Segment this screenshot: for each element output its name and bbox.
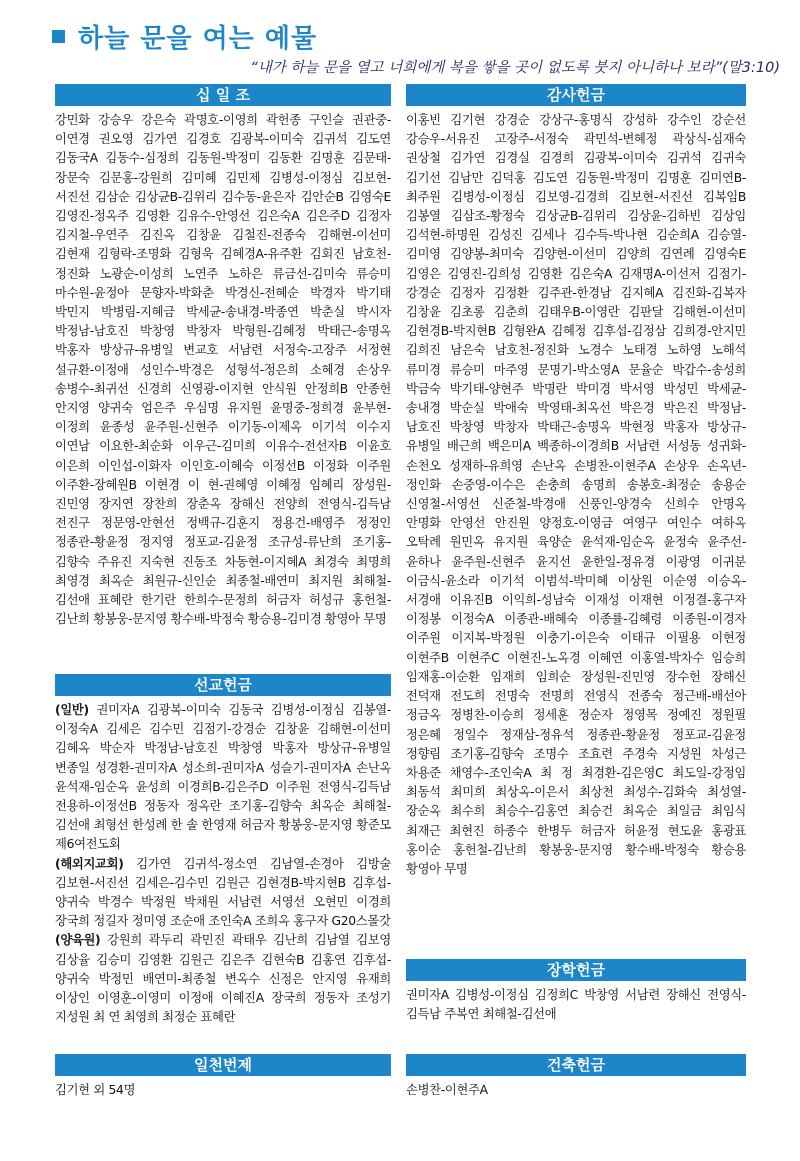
section-heading: 장학헌금	[406, 959, 746, 981]
section-heading: 건축헌금	[406, 1054, 746, 1076]
section-geonchuk	[406, 1054, 746, 1100]
section-heading: 십 일 조	[55, 84, 391, 106]
page-title: 하늘 문을 여는 예물	[78, 24, 318, 54]
donor-list: 손병찬-이현주A	[406, 1083, 488, 1097]
scripture-verse: “내가 하늘 문을 열고 너희에게 복을 쌓을 곳이 없도록 붓지 아니하나 보라”(말3:10)	[250, 60, 780, 76]
donor-list: 이홍빈 김기현 강경순 강상구-홍명식 강성하 강수인 강순선 강승우-서유진 고장주-서정숙 곽민석-변혜정 곽상식-심재숙 권상철 김가연 김경실 김경희 김광복-이미숙 김귀석 김귀숙 김기선 김남만 김덕홍 김도연 김동원-박정미 김명훈 김미연B-최주원 김병성-이정심 김보영-김경희 김보현-서진선 김복임B 김봉열 김삼조-황정숙 김상균B-김위리 김상윤-김하빈 김상임 김석현-하명원 김성진 김세나 김수득-박나현 김순희A 김승열-김미영 김양봉-최미숙 김양현-이선미 김양희 김연례 김영숙E 김영은 김영진-김희성 김영환 김은숙A 김재명A-이선저 김점기-강경순 김정자 김정환 김주관-한경남 김지혜A 김진화-김복자 김창윤 김초롱 김춘희 김태우B-이영란 김판달 김해현-이선미 김현경B-박지현B 김형완A 김혜정 김후섭-김정삼 김희경-안지민 김희진 남은숙 남호천-정진화 노경수 노태경 노하영 노해석 류미경 류승미 마주영 문명기-박소영A 문율순 박갑수-송성희 박금숙 박기태-양현주 박명란 박미경 박서영 박성민 박세균-송내경 박순실 박애숙 박영태-최옥선 박은경 박은진 박정남-남호진 박창영 박창자 박태근-송명옥 박현정 박홍자 방상규-유병일 배근희 백은미A 백종하-이경희B 서남련 서성동 성귀화-손천오 성재하-유희영 손난옥 손병찬-이현주A 손상우 손옥년-정인화 손중영-이수은 손충희 송명희 송봉호-최정순 송용순 신영철-서영선 신준철-박경애 신풍인-양경숙 신희수 안명옥 안명화 안영선 안진원 양정호-이영금 여영구 여인수 여하옥 오탁례 원민옥 유지원 육양순 윤석재-임순옥 윤정숙 윤주선-윤하나 윤주원-신현주 윤지선 윤한일-정유경 이광영 이귀분 이금식-윤소라 이기석 이범석-박미혜 이상원 이순영 이승옥-서경애 이유진B 이익희-성남숙 이재성 이재현 이정결-홍구자 이정봉 이정숙A 이종관-배혜숙 이종률-김혜령 이종원-이경자 이주원 이지복-박정원 이충기-이은숙 이태규 이필용 이현정 이현주B 이현주C 이현진-노옥경 이혜연 이홍열-박차수 임승희 임재홍-이순환 임재희 임희순 장성원-진민영 장수헌 장해신 전덕재 전도희 전명숙 전명희 전영식 전종숙 정근배-배선아 정금옥 정병찬-이승희 정세훈 정순자 정영목 정예진 정원필 정은혜 정일수 정재삼-정유석 정종관-황윤정 정포교-김윤정 정향림 조기홍-김향숙 조명수 조효련 주경숙 지성원 차성근 차용준 채영수-조인숙A 최 정 최경환-김은영C 최도일-강정임 최동석 최미희 최상옥-이은서 최상천 최성수-김화숙 최성열-장순옥 최수희 최승수-김홍연 최승건 최옥순 최일금 최임식 최재근 최현진 하종수 한병두 허금자 허윤정 현도윤 홍광표 홍이순 홍헌철-김난희 황봉웅-문지영 황수배-박정숙 황승용 황영아 무명	[406, 113, 746, 876]
group-text-orphanage: 강원희 곽두리 곽민진 곽태우 김난희 김남열 김보영 김상율 김승미 김영환 김원근 김은주 김현숙B 김홍연 김후섭-양귀숙 박정민 배연미-최종철 변옥수 신정은 안지영 유재희 이상인 이영훈-이영미 이정애 이혜진A 장국희 정동자 조성기 지성원 최 연 최영희 최정순 표혜란	[55, 933, 391, 1025]
donor-list: 권미자A 김병성-이정심 김정희C 박창영 서남련 장해신 전영식-김득남 주복연 최해철-김선애	[406, 988, 746, 1022]
group-text-general: 권미자A 김광복-이미숙 김동국 김병성-이정심 김봉열-이정숙A 김세은 김수민 김점기-강경순 김창윤 김해현-이선미 김혜옥 박순자 박정남-남호진 박창영 박홍자 방상규-유병일 변종일 성경환-권미자A 성소희-권미자A 성슬기-권미자A 손난옥 윤석재-임순옥 윤성희 이경희B-김은주D 이주원 전영식-김득남 전용하-이정선B 정동자 정옥란 조기홍-김향숙 최옥순 최해철-김선애 최형선 한성례 한 솔 한영재 허금자 황봉웅-문지영 황준모 제6여전도회	[55, 703, 391, 852]
section-heading: 일천번제	[55, 1054, 391, 1076]
section-seongyo	[55, 674, 391, 1027]
section-ilcheon	[55, 1054, 391, 1100]
square-bullet-icon	[52, 30, 65, 43]
group-label-orphanage: (양육원)	[55, 933, 101, 948]
section-heading: 선교헌금	[55, 674, 391, 696]
section-heading: 감사헌금	[406, 84, 746, 106]
page-header	[52, 18, 780, 54]
donor-list: 김기현 외 54명	[55, 1083, 136, 1097]
section-sipilcho	[55, 84, 391, 629]
section-jangak	[406, 959, 746, 1024]
group-label-overseas: (해외지교회)	[55, 856, 124, 871]
section-gamsa	[406, 84, 746, 879]
donor-list	[55, 701, 391, 1027]
group-text-overseas: 김가연 김귀석-정소연 김남열-손경아 김방술 김보현-서진선 김세은-김수민 김원근 김현경B-박지현B 김후섭-양귀숙 박경수 박정원 박채원 서남련 서영선 오현민 이경희 장국희 정길자 정미영 조순애 조인숙A 조희옥 홍구자 G20스몰갓	[55, 856, 391, 929]
donor-list: 강민화 강승우 강은숙 곽명호-이영희 곽헌종 구인슬 권관중-이연경 권오영 김가연 김경호 김광복-이미숙 김귀석 김도연 김동국A 김동수-심정희 김동원-박정미 김동환 김명훈 김문태-장문숙 김문홍-강원희 김미혜 김민제 김병성-이정심 김보현-서진선 김삼순 김상균B-김위리 김수동-윤은자 김안순B 김영숙E 김영진-정옥주 김영환 김유수-안영선 김은숙A 김은주D 김정자 김지철-우연주 김진옥 김창윤 김철진-전종숙 김해현-이선미 김현재 김형락-조명화 김형욱 김혜경A-유주환 김회진 남호천-정진화 노광순-이성희 노연주 노하은 류금선-김미숙 류승미 마수원-윤정아 문향자-박화춘 박경신-전혜순 박경자 박기태 박민지 박병림-지혜금 박세균-송내경-박종연 박춘실 박시자 박정남-남호진 박창영 박창자 박형원-김혜정 박태근-송명옥 박홍자 방상규-유병일 변교호 서남련 서정숙-고장주 서정현 설규환-이정애 성인수-박경은 성형석-정은희 소혜경 손상우 송병수-최귀선 신경희 신영광-이지현 안식원 안정희B 안종헌 안지영 양귀숙 엄은주 우심명 유지원 윤명중-정희경 윤부현-이정희 윤종성 윤주원-신현주 이기동-이제옥 이기석 이수지 이연남 이요한-최순화 이우근-김미희 이유수-전선자B 이윤호 이은희 이인섭-이화자 이인호-이혜숙 이정선B 이정화 이주원 이주환-장혜원B 이현경 이 현-권혜영 이혜정 임혜리 장성원-진민영 장지연 장찬희 장춘옥 장해신 전양희 전영식-김득남 전진구 정문영-안현선 정백규-김훈지 정용건-배영주 정정인 정종관-황윤정 정지영 정포교-김윤정 조규성-류난희 조기홍-김향숙 주유진 지숙현 진동조 차동현-이지혜A 최경숙 최명희 최영경 최옥순 최원규-신인순 최종철-배연미 최지원 최해철-김선애 표혜란 한기란 한희수-문정희 허금자 허성규 홍헌철-김난희 황봉웅-문지영 황수배-박정숙 황승용-김미경 황영아 무명	[55, 113, 391, 627]
group-label-general: (일반)	[55, 703, 89, 717]
